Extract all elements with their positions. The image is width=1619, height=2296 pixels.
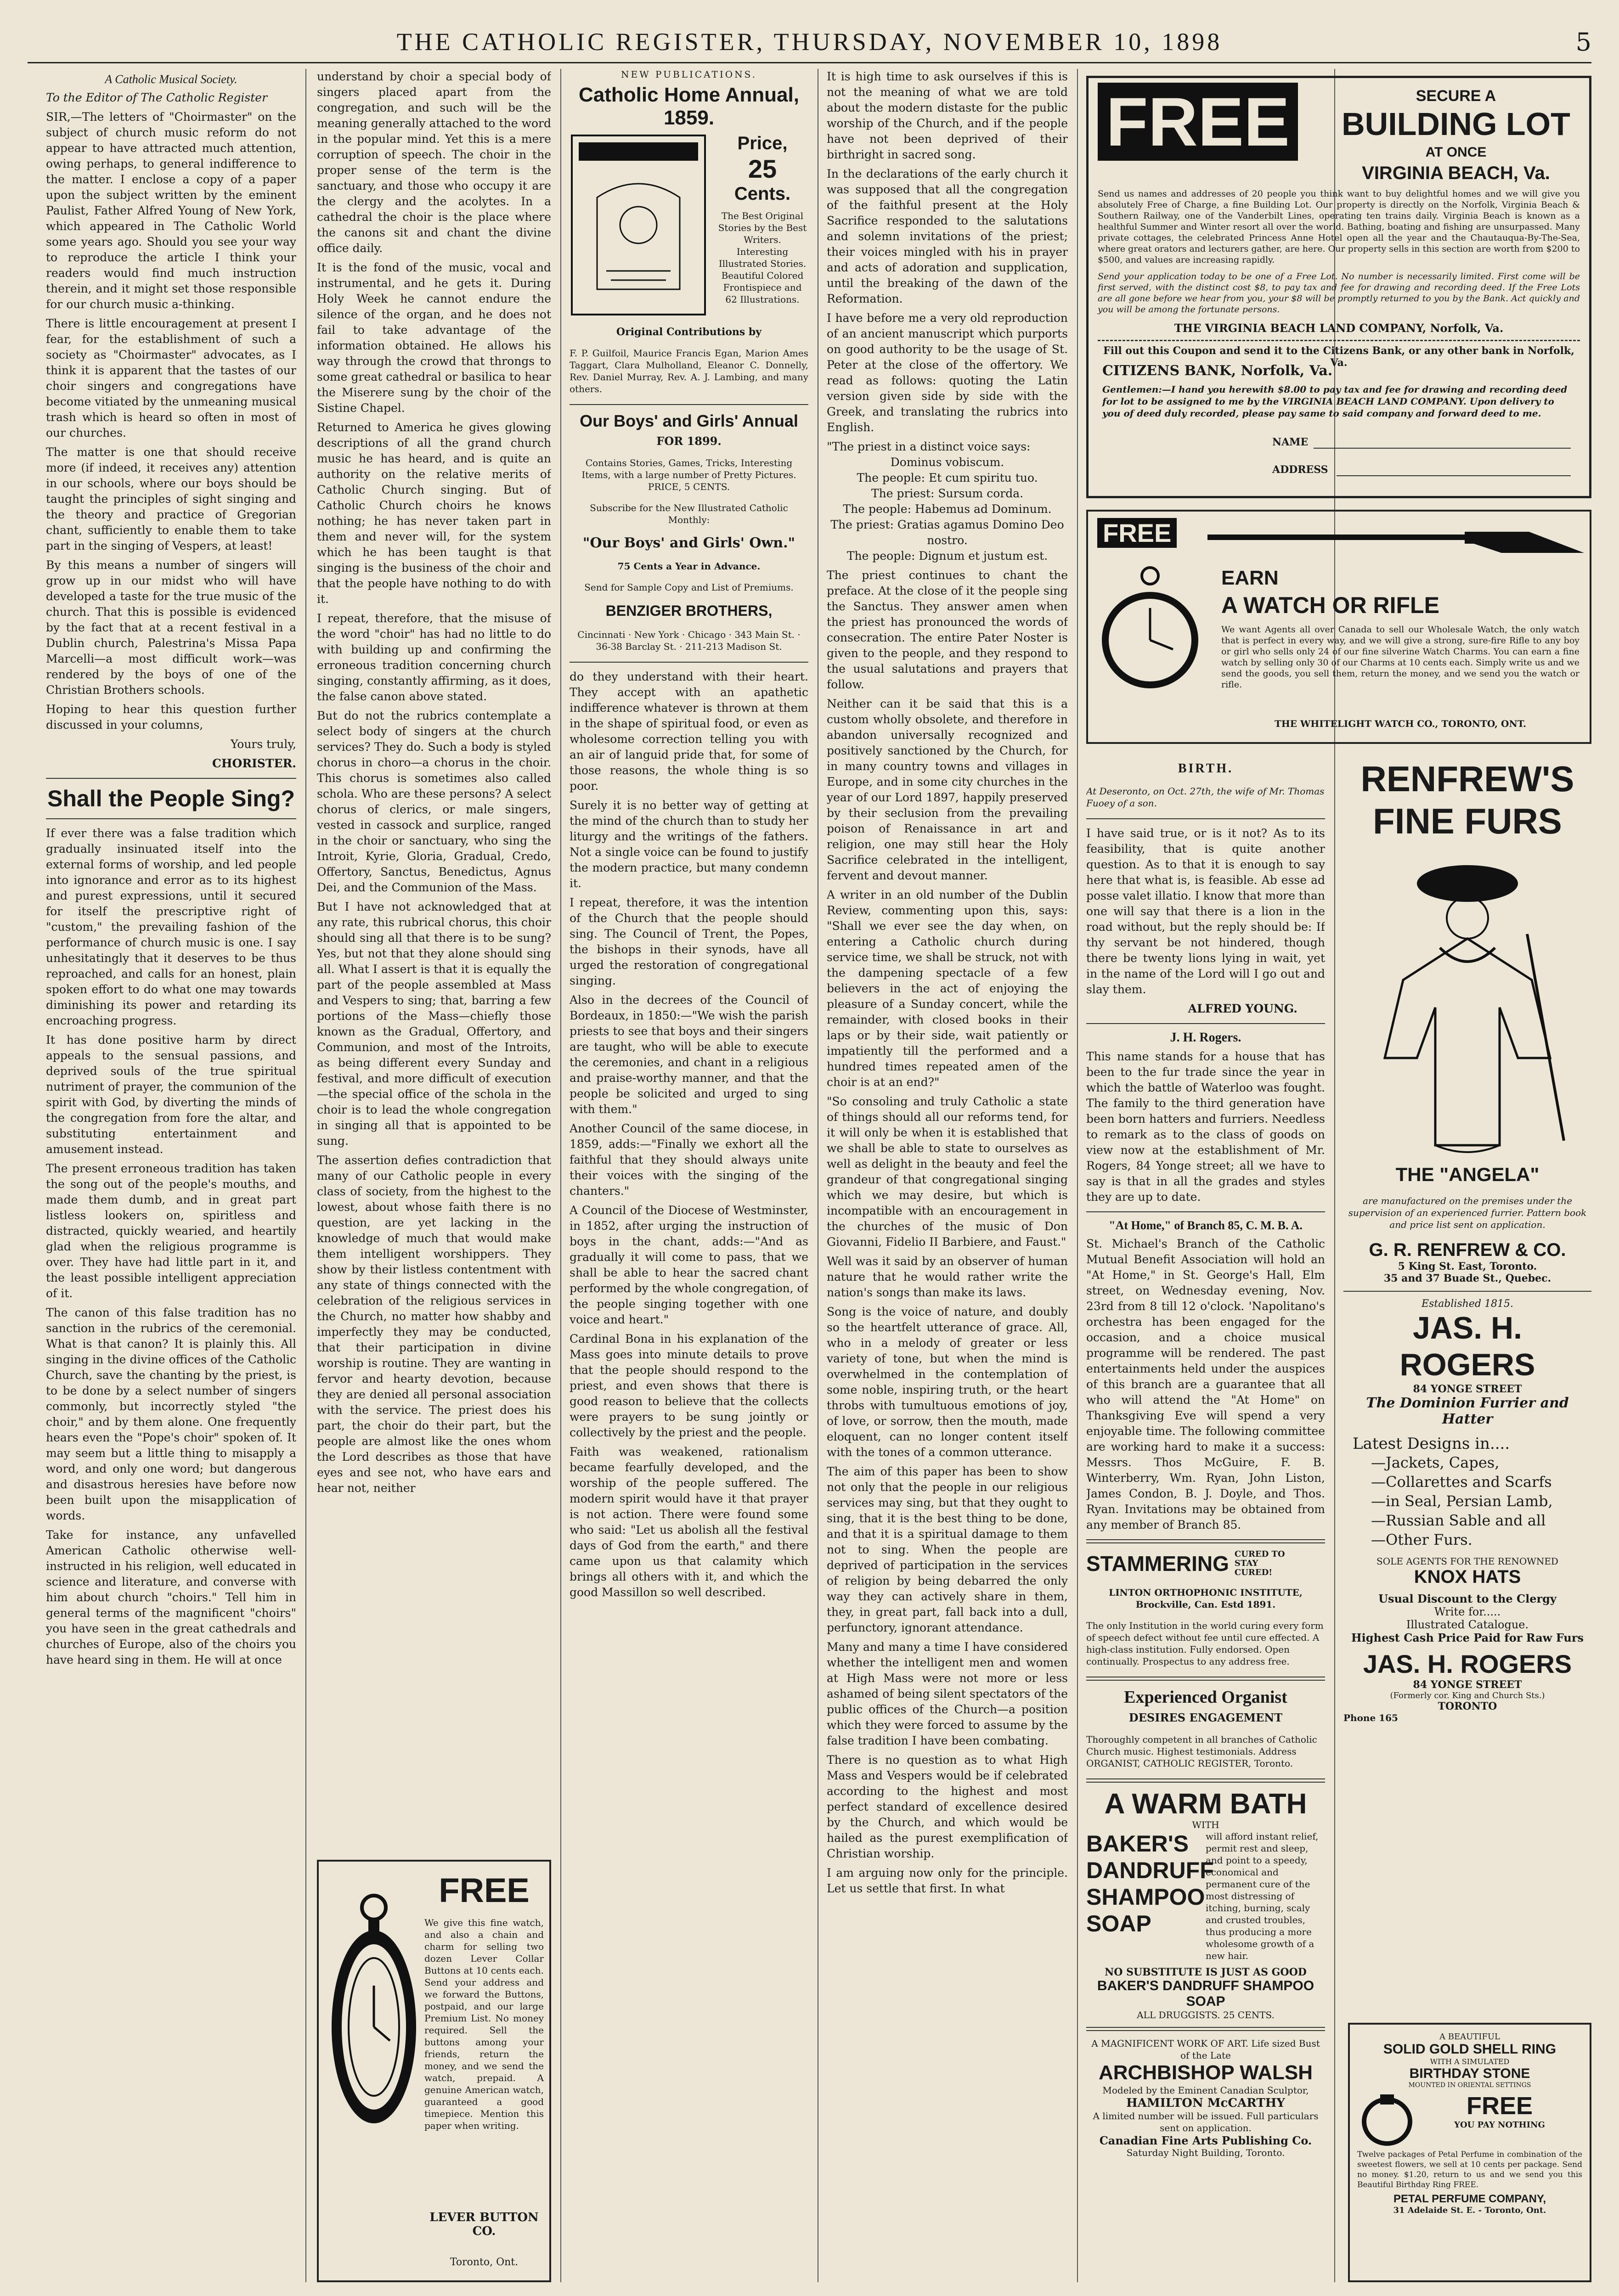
- rogers-tagline: The Dominion Furrier and Hatter: [1366, 1395, 1569, 1427]
- watch-rifle-ad: [1086, 510, 1591, 744]
- article-paragraph: The present erroneous tradition has taken the song out of the people's mouths, and made them dumb, and in great part listless lookers on, spiritless and distracted, quickly wearied, and heartily glad when the religious programme is over. They have had little part in it, and the least possible intelligent appreciation of it.: [46, 1162, 296, 1300]
- coupon-name-line[interactable]: [1314, 448, 1571, 449]
- divider: [1086, 1539, 1325, 1543]
- rogers-name: JAS. H. ROGERS: [1399, 1311, 1535, 1382]
- contributors-list: F. P. Guilfoil, Maurice Francis Egan, Marion Ames Taggart, Clara Mulholland, Eleanor C. Donnelly, Rev. Daniel Murray, Rev. A. J. Lambing, and many others.: [570, 348, 808, 394]
- ad-coupon-instruction: Fill out this Coupon and send it to the Citizens Bank, or any other bank in Norfolk, Va.: [1098, 340, 1580, 369]
- article-paragraph: Faith was weakened, rationalism became fearfully developed, and the worship of the people suffered. The modern spirit would have it that prayer is not action. There were found some who said: "Let us abolish all the festival days of God from the earth," and there came upon us that calamity which brings all others with it, and which the good Massillon so well described.: [570, 1445, 808, 1599]
- walsh-pretext: A MAGNIFICENT WORK OF ART. Life sized Bust of the Late: [1091, 2038, 1320, 2061]
- letter-signature: CHORISTER.: [212, 757, 296, 770]
- article-paragraph: The priest continues to chant the preface. At the close of it the people sing the Sanctus. They answer amen when the priest has pronounced the words of consecration. The entire Pater Noster is given to the people, and they respond to the usual salutations and prayers that follow.: [827, 568, 1068, 691]
- liturgy-line: The people: Et cum spiritu tuo.: [857, 471, 1038, 484]
- ring-address: 31 Adelaide St. E. - Toronto, Ont.: [1393, 2206, 1546, 2215]
- price-label: Price,: [737, 133, 788, 153]
- bath-substitute: NO SUBSTITUTE IS JUST AS GOOD: [1105, 1966, 1307, 1978]
- price-value: 25: [748, 154, 777, 183]
- subscribe-line: Subscribe for the New Illustrated Catholic Monthly:: [590, 502, 788, 525]
- organist-heading: Experienced Organist: [1124, 1688, 1287, 1707]
- column-rule: [560, 69, 561, 2282]
- publisher-addresses: Cincinnati · New York · Chicago · 343 Main St. · 36-38 Barclay St. · 211-213 Madison St.: [577, 629, 801, 652]
- ad-body: We give this fine watch, and also a chain and charm for selling two dozen Lever Collar Buttons at 10 cents each. Send your address and we forward the Buttons, postpaid, and our large Premium List. No money required. Sell the buttons among your friends, return the money, and we send the watch, prepaid. A genuine American watch, guaranteed a good timepiece. Mention this paper when writing.: [424, 1917, 544, 2131]
- rogers-street-2: 84 YONGE STREET: [1413, 1679, 1522, 1691]
- ad-city: Toronto, Ont.: [450, 2257, 519, 2268]
- ad-earn: EARN: [1221, 567, 1279, 589]
- ad-headline: FREE: [439, 1871, 530, 1909]
- ad-free-label: FREE: [1098, 83, 1298, 161]
- divider: [1343, 1291, 1591, 1292]
- stammering-cured: CURED TO STAY CURED!: [1234, 1549, 1285, 1577]
- coupon-bank: CITIZENS BANK, Norfolk, Va.: [1102, 363, 1333, 379]
- article-paragraph: do they understand with their heart. They accept with an apathetic indifference whatever is thrown at them in the shape of spiritual food, or even as wholesome correction telling you with an air of languid pride that, for some of those reasons, the whole thing is so poor.: [570, 670, 808, 793]
- renfrew-heading: RENFREW'S FINE FURS: [1360, 759, 1574, 841]
- article-paragraph: "So consoling and truly Catholic a state of things should all our reforms tend, for it will only be when it is established that we shall be able to state to ourselves as well as delight in the beauty and feel the grandeur of that congregational singing which we may desire, but which is incompatible with an encouragement in the churches of the music of Don Giovanni, Fidelio II Barbiere, and Faust.": [827, 1095, 1068, 1249]
- masthead: [28, 28, 1591, 60]
- cmba-heading: "At Home," of Branch 85, C. M. B. A.: [1109, 1219, 1303, 1232]
- article-paragraph: It has done positive harm by direct appeals to the sensual passions, and deprived souls of the true spiritual nutriment of prayer, the communion of the spirit with God, by diverting the minds of the congregation from fore the altar, and substituting entertainment and amusement instead.: [46, 1033, 296, 1156]
- rogers-city: TORONTO: [1438, 1700, 1497, 1712]
- article-paragraph: The assertion defies contradiction that many of our Catholic people in every class of society, from the highest to the lowest, about whose faith there is no question, are yet lacking in the knowledge of much that would make them intelligent worshippers. They show by their listless contentment with any state of things connected with the celebration of the religious services in the Church, no matter how shabby and imperfectly they may be conducted, that their participation in divine worship is routine. They are wanting in fervor and hearty devotion, because they are denied all personal association with the service. The priest does his part, the choir do their part, but the people are almost like the ones whom the Lord describes as those that have eyes and see not, who have ears and hear not, neither: [317, 1154, 551, 1495]
- liturgy-line: "The priest in a distinct voice says:: [827, 440, 1031, 453]
- ring-with: WITH A SIMULATED: [1430, 2057, 1510, 2066]
- angela-heading: THE "ANGELA": [1395, 1164, 1540, 1185]
- letter-addressee: To the Editor of The Catholic Register: [46, 91, 268, 104]
- contributions-heading: Original Contributions by: [616, 326, 762, 338]
- bath-brand: BAKER'S DANDRUFF SHAMPOO SOAP: [1086, 1831, 1214, 1936]
- article-paragraph: I repeat, therefore, that the misuse of the word "choir" has had no little to do with building up and confirming the erroneous tradition concerning church singing, constantly affirming, as it does, the false canon above stated.: [317, 612, 551, 703]
- rifle-illustration: [1207, 521, 1584, 557]
- letter-paragraph: There is little encouragement at present I fear, for the establishment of such a society as "Choirmaster" advocates, as I think it is apparent that the tastes of our choir singers and congregations have become vitiated by the unmeaning musical trash which is heard so often in most of our churches.: [46, 317, 296, 439]
- bath-ad-body: [1086, 1830, 1325, 1962]
- article-paragraph: But do not the rubrics contemplate a select body of singers at the church services? They do. Such a body is styled chorus in choro—a chorus in the choir. This chorus is sometimes also called schola. Who are these persons? A select chorus of clerics, or male singers, vested in cassock and surplice, ranged in the choir or sanctuary, who sing the Introit, Kyrie, Gloria, Gradual, Credo, Offertory, Sanctus, Benedictus, Agnus Dei, and the Communion of the Mass.: [317, 709, 551, 894]
- rogers-corner: (Formerly cor. King and Church Sts.): [1390, 1691, 1545, 1700]
- article-paragraph: I have before me a very old reproduction of an ancient manuscript which purports on good authority to be the usage of St. Peter at the close of the offertory. We read as follows: quoting the Latin version given side by side with the Greek, and translating the rubrics into English.: [827, 311, 1068, 434]
- bath-heading: A WARM BATH: [1104, 1788, 1307, 1820]
- stammering-heading: STAMMERING: [1086, 1552, 1229, 1576]
- ad-secure: SECURE A: [1416, 87, 1496, 105]
- divider: [570, 404, 808, 405]
- article-signature: ALFRED YOUNG.: [1188, 1002, 1297, 1015]
- ad-free-label: FREE: [1097, 518, 1177, 548]
- column-2: [317, 69, 551, 1851]
- ad-building-lot: BUILDING LOT: [1342, 106, 1570, 142]
- ad-overline: NEW PUBLICATIONS.: [621, 69, 757, 80]
- divider: [1086, 1778, 1325, 1783]
- coupon-address-label: ADDRESS: [1272, 464, 1328, 476]
- ad-firm: LEVER BUTTON CO.: [429, 2211, 539, 2238]
- raw-furs: Highest Cash Price Paid for Raw Furs: [1351, 1631, 1584, 1644]
- article-paragraph: Another Council of the same diocese, in 1859, adds:—"Finally we exhort all the faithful that they should always unite their voices with the singing of the chanters.": [570, 1122, 808, 1198]
- ad-at-once: AT ONCE: [1425, 145, 1487, 160]
- bath-sold: ALL DRUGGISTS. 25 CENTS.: [1137, 2009, 1275, 2020]
- sample-line: Send for Sample Copy and List of Premiums.: [584, 582, 794, 593]
- rogers-item: —Jackets, Capes,: [1371, 1454, 1500, 1471]
- annual2-title: Our Boys' and Girls' Annual: [580, 411, 798, 430]
- fur-cape-illustration: [1343, 842, 1591, 1164]
- article-paragraph: I have said true, or is it not? As to its feasibility, that is quite another question. As to that it is enough to say here that what is, is feasible. Ab esse ad posse valet illatio. I know that more than one will say that there is a lion in the road without, but the reply should be: If thy servant be not hindered, though there be twenty lions lying in wait, yet in the name of the Lord will I go out and slay them.: [1086, 827, 1325, 996]
- article-headline: Shall the People Sing?: [47, 786, 295, 811]
- divider: [570, 662, 808, 663]
- ring-firm: PETAL PERFUME COMPANY,: [1393, 2193, 1546, 2205]
- rogers-name-2: JAS. H. ROGERS: [1363, 1649, 1572, 1678]
- annual-description: The Best Original Stories by the Best Writers. Interesting Illustrated Stories. Beautiful Colored Frontispiece and 62 Illustrations.: [718, 210, 807, 305]
- ring-stone: BIRTHDAY STONE: [1409, 2066, 1530, 2081]
- coupon-address-line[interactable]: [1337, 475, 1571, 476]
- cmba-notice: St. Michael's Branch of the Catholic Mutual Benefit Association will hold an "At Home," in St. George's Hall, Elm street, on Wednesday evening, Nov. 23rd from 8 till 12 o'clock. 'Napolitano's orchestra has been engaged for the occasion, and a choice musical programme will be rendered. The past entertainments held under the auspices of this branch are a guarantee that all who will attend the "At Home" on Thanksgiving Eve will spend a very enjoyable time. The following committee are working hard to make it a success: Messrs. Thos McGuire, F. B. Winterberry, Wm. Ryan, John Liston, James Condon, B. J. Doyle, and Thos. Ryan. Invitations may be obtained from any member of Branch 85.: [1086, 1237, 1325, 1531]
- walsh-company: Canadian Fine Arts Publishing Co.: [1099, 2134, 1312, 2147]
- rogers-phone: Phone 165: [1343, 1712, 1398, 1723]
- column-3: [570, 69, 808, 2282]
- page-number: 5: [1575, 28, 1591, 56]
- article-paragraph: Also in the decrees of the Council of Bordeaux, in 1850:—"We wish the parish priests to see that boys and their singers are taught, who will be able to execute the ceremonies, and chant in a religious and praise-worthy manner, and that the people be solicited and urged to sing with them.": [570, 993, 808, 1116]
- walsh-address: Saturday Night Building, Toronto.: [1126, 2147, 1285, 2158]
- masthead-rule: [28, 62, 1591, 63]
- divider: [1086, 1677, 1325, 1681]
- renfrew-address-2: 35 and 37 Buade St., Quebec.: [1383, 1272, 1551, 1284]
- write-for: Write for.....: [1434, 1605, 1501, 1618]
- rogers-item: —in Seal, Persian Lamb,: [1371, 1492, 1553, 1510]
- ring-ad-body: [1357, 2092, 1582, 2147]
- letter-paragraph: SIR,—The letters of "Choirmaster" on the subject of church music reform do not appear to have attracted much attention, owing perhaps, to general indifference to the matter. I enclose a copy of a paper upon the subject written by the eminent Paulist, Father Alfred Young of New York, which appeared in The Catholic World some years ago. Should you see your way to reproduce the article I think your readers would find much instruction therein, and it might set those responsible for our church music a-thinking.: [46, 110, 296, 311]
- rogers-street: 84 YONGE STREET: [1413, 1383, 1522, 1395]
- organist-subheading: DESIRES ENGAGEMENT: [1128, 1711, 1283, 1724]
- annual2-year: FOR 1899.: [656, 434, 722, 448]
- rogers-designs: Latest Designs in....: [1353, 1435, 1510, 1453]
- article-paragraph: The aim of this paper has been to show not only that the people in our religious services may sing, but that they ought to sing, that it is the best thing to be done, and that it is a spiritual damage to them not to sing. When the people are deprived of participation in the services of religion by being debarred the only way they can actively share in them, they, in great part, fall back into a dull, perfunctory, ignorant attendance.: [827, 1465, 1068, 1634]
- article-paragraph: It is high time to ask ourselves if this is not the meaning of what we are told about the modern distaste for the public worship of the Church, and if the people have not been deprived of their birthright in sacred song.: [827, 70, 1068, 161]
- divider: [1086, 1211, 1325, 1212]
- article-paragraph: Take for instance, any unfavelled American Catholic otherwise well-instructed in his religion, well educated in science and literature, and converse with him about church "choirs." Tell him in general terms of the magnificent "choirs" you have seen in the great cathedrals and churches of Europe, also of the choirs you have heard sing in them. He will at once: [46, 1528, 296, 1666]
- liturgy-line: The priest: Sursum corda.: [871, 487, 1024, 500]
- walsh-sculptor: HAMILTON McCARTHY: [1126, 2096, 1285, 2110]
- pocket-watch-illustration: [1097, 562, 1203, 700]
- column-5: [1086, 758, 1325, 2282]
- walsh-name: ARCHBISHOP WALSH: [1098, 2061, 1313, 2084]
- liturgy-line: The people: Habemus ad Dominum.: [843, 502, 1052, 516]
- article-paragraph: Cardinal Bona in his explanation of the Mass goes into minute details to prove that the people should respond to the priest, and even shows that there is good reason to believe that the collects were prayers to be sung jointly or collectively by the priest and the people.: [570, 1332, 808, 1439]
- renfrew-firm: G. R. RENFREW & CO.: [1369, 1240, 1566, 1260]
- liturgy-line: The priest: Gratias agamus Domino Deo nostro.: [830, 518, 1064, 547]
- walsh-limited: A limited number will be issued. Full particulars sent on application.: [1093, 2110, 1319, 2133]
- column-4: [827, 69, 1068, 2282]
- ring-ad: [1348, 2023, 1591, 2282]
- coupon-name-label: NAME: [1272, 436, 1309, 448]
- bath-text: will afford instant relief, permit rest and sleep, and point to a speedy, economical and permanent cure of the most distressing of itching, burning, scaly and crusted troubles, thus producing a more wholesome growth of a new hair.: [1206, 1831, 1319, 1961]
- ad-headline: A WATCH OR RIFLE: [1221, 592, 1439, 618]
- ring-pre: A BEAUTIFUL: [1439, 2032, 1500, 2042]
- rogers-item: —Other Furs.: [1371, 1531, 1472, 1548]
- coupon-body: Gentlemen:—I hand you herewith $8.00 to pay tax and fee for drawing and recording deed for lot to be assigned to me by the VIRGINIA BEACH LAND COMPANY. Upon delivery to you of deed duly recorded, please pay same to said company and forward deed to me.: [1102, 384, 1568, 419]
- article-paragraph: The canon of this false tradition has no sanction in the rubrics of the ceremonial. What is that canon? It is plainly this. All singing in the divine offices of the Catholic Church, save the chanting by the priest, is to be done by a select number of singers commonly, but incorrectly styled "the choir," and by them alone. One frequently hears even the "Pope's choir" spoken of. It may seem but a little thing to misapply a word, and only one word; but dangerous and disastrous heresies have before now been built upon the misapplication of words.: [46, 1306, 296, 1522]
- ring-heading: SOLID GOLD SHELL RING: [1383, 2042, 1557, 2057]
- walsh-by: Modeled by the Eminent Canadian Sculptor,: [1102, 2085, 1309, 2096]
- article-paragraph: It is the fond of the music, vocal and instrumental, and he gets it. During Holy Week he cannot endure the silence of the organ, and he does not fail to take advantage of the information obtained. He allows his way through the crowd that throngs to some great cathedral or basilica to hear the Miserere sung by the choir of the Sistine Chapel.: [317, 261, 551, 415]
- stammering-ad-header: [1086, 1550, 1325, 1577]
- clergy-discount: Usual Discount to the Clergy: [1378, 1592, 1557, 1605]
- letter-closing: Yours truly,: [230, 737, 296, 751]
- article-paragraph: Many and many a time I have considered whether the intelligent men and women at High Mass were not more or less ashamed of being silent spectators of the public offices of the Church—a position which they were forced to assume by the false tradition I have been combating.: [827, 1640, 1068, 1747]
- stammering-text: The only Institution in the world curing every form of speech defect without fee until cure effected. A high-class institution. Fully endorsed. Open continually. Prospectus to any address free.: [1086, 1620, 1324, 1667]
- letter-paragraph: Hoping to hear this question further discussed in your columns,: [46, 703, 296, 732]
- ring-free: FREE: [1466, 2092, 1533, 2120]
- article-paragraph: I am arguing now only for the principle. Let us settle that first. In what: [827, 1866, 1068, 1895]
- divider: [1086, 2027, 1325, 2031]
- article-paragraph: Surely it is no better way of getting at the mind of the church than to study her liturgy and the writings of the fathers. Not a single voice can be found to justify the modern practice, but many condemn it.: [570, 799, 808, 890]
- rogers-item: —Collarettes and Scarfs: [1371, 1473, 1552, 1491]
- bath-with: WITH: [1192, 1819, 1219, 1830]
- catalogue: Illustrated Catalogue.: [1406, 1618, 1529, 1631]
- monthly-title: "Our Boys' and Girls' Own.": [582, 535, 795, 551]
- publisher-name: BENZIGER BROTHERS,: [605, 602, 773, 619]
- article-paragraph: Song is the voice of nature, and doubly so the heartfelt utterance of grace. All, who in a melody of greater or less variety of tone, but when the mind is overwhelmed in the contemplation of some noble, inspiring truth, or the heart throbs with tumultuous emotions of joy, of love, or sorrow, then the mouth, made eloquent, can no longer content itself with the tones of a common utterance.: [827, 1305, 1068, 1459]
- article-paragraph: Neither can it be said that this is a custom wholly obsolete, and therefore in abandon universally recognized and positively sanctioned by the Church, for in many country towns and villages in Europe, and in some city churches in the year of our Lord 1897, happily preserved by their seclusion from the prevailing poison of Renaissance in art and religion, one may still hear the Holy Sacrifice celebrated in the intelligent, fervent and devout manner.: [827, 697, 1068, 882]
- divider: [1086, 818, 1325, 819]
- column-1: [46, 69, 296, 2282]
- price-unit: Cents.: [734, 184, 791, 204]
- ad-firm: THE WHITELIGHT WATCH CO., TORONTO, ONT.: [1274, 718, 1527, 729]
- birth-notice: At Deseronto, on Oct. 27th, the wife of Mr. Thomas Fuoey of a son.: [1086, 786, 1325, 809]
- rogers-notice-heading: J. H. Rogers.: [1170, 1030, 1241, 1045]
- watch-premium-ad: [317, 1860, 551, 2282]
- stammering-institute: LINTON ORTHOPHONIC INSTITUTE, Brockville, Can. Estd 1891.: [1109, 1587, 1303, 1610]
- letter-title: A Catholic Musical Society.: [105, 73, 237, 86]
- established: Established 1815.: [1422, 1298, 1513, 1310]
- article-paragraph: Well was it said by an observer of human nature that he would rather write the nation's songs than make its laws.: [827, 1255, 1068, 1299]
- liturgy-line: The people: Dignum et justum est.: [846, 549, 1048, 563]
- ad-body: Send us names and addresses of 20 people you think want to buy delightful homes and we will give you absolutely Free of Charge, a fine Building Lot. Our property is directly on the Norfolk, Virginia Beach & Southern Railway, one of the Vanderbilt Lines, operating ten trains daily. Virginia Beach is known as a healthful Summer and Winter resort all over the world. Bathing, boating and fishing are unsurpassed. Many private cottages, the celebrated Princess Anne Hotel open all the year and the Chautauqua-By-The-Sea, where great orators and lecturers gather, are here. Our property sells in this section are worth from $200 to $500, and values are increasing rapidly.: [1098, 189, 1580, 265]
- rogers-items: [1343, 1453, 1591, 1549]
- article-paragraph: But I have not acknowledged that at any rate, this rubrical chorus, this choir should sing all that there is to be sung? Yes, but not that they alone should sing all. What I assert is that it is equally the part of the people assembled at Mass and Vespers to sing; that, barring a few portions of the Mass—chiefly those known as the Gradual, Offertory, and Communion, and most of the Introits, as being different every Sunday and festival, and more difficult of execution—the special office of the schola in the choir is to lead the whole congregation in singing all that is appointed to be sung.: [317, 900, 551, 1148]
- column-rule: [305, 69, 306, 2282]
- angela-text: are manufactured on the premises under the supervision of an experienced furrier. Pattern book and price list sent on application.: [1348, 1195, 1587, 1230]
- monthly-price: 75 Cents a Year in Advance.: [617, 561, 761, 572]
- annual-title: Catholic Home Annual, 1859.: [579, 84, 799, 129]
- letter-paragraph: The matter is one that should receive more (if indeed, it receives any) attention in our schools, where our boys should be taught the principles of sight singing and the theory and practice of Gregorian chant, sufficiently to enable them to take part in the singing of Vespers, at least!: [46, 445, 296, 552]
- ad-company: THE VIRGINIA BEACH LAND COMPANY, Norfolk, Va.: [1174, 321, 1504, 335]
- rogers-notice: This name stands for a house that has been to the fur trade since the year in which the battle of Waterloo was fought. The family to the third generation have been born hatters and furriers. Needless to remark as to the class of goods on view now at the establishment of Mr. Rogers, 84 Yonge street; all we have to say is that in all the grades and styles they are up to date.: [1086, 1050, 1325, 1204]
- ring-text: Twelve packages of Petal Perfume in combination of the sweetest flowers, we sell at 10 cents per package. Send no money. $1.20, return to us and we send you this Beautiful Birthday Ring FREE.: [1357, 2150, 1582, 2189]
- ad-location: VIRGINIA BEACH, Va.: [1362, 163, 1550, 183]
- birth-heading: BIRTH.: [1178, 761, 1234, 776]
- building-lot-ad: [1086, 76, 1591, 498]
- divider: [46, 778, 296, 779]
- organist-text: Thoroughly competent in all branches of Catholic Church music. Highest testimonials. Address ORGANIST, CATHOLIC REGISTER, Toronto.: [1086, 1734, 1317, 1769]
- rogers-item: —Russian Sable and all: [1371, 1512, 1546, 1529]
- liturgy-line: Dominus vobiscum.: [890, 456, 1004, 469]
- letter-paragraph: By this means a number of singers will grow up in our midst who will have developed a taste for the true music of the church. That this is possible is evidenced by the fact that at a recent festival in a Dublin church, Palestrina's Missa Papa Marcelli—a most difficult work—was rendered by the boys of one of the Christian Brothers schools.: [46, 558, 296, 697]
- article-paragraph: Returned to America he gives glowing descriptions of all the grand church music he has heard, and is quite an authority on the relative merits of Catholic Church singing. But of Catholic Church choirs he knows nothing; he has never taken part in them and never will, for the system which he has been taught is that singing is the business of the choir and that the people have nothing to do with it.: [317, 421, 551, 606]
- annual-ad-block: [570, 133, 808, 326]
- ad-body-2: Send your application today to be one of a Free Lot. No number is necessarily limited. First come will be first served, with the distinct cost $8, to pay tax and fee for drawing and recording deed. If the Free Lots are all gone before we hear from you, your $8 will be promptly returned to you by the Bank. Act quickly and you will be among the fortunate persons.: [1098, 271, 1580, 315]
- renfrew-address-1: 5 King St. East, Toronto.: [1398, 1261, 1537, 1272]
- article-paragraph: I repeat, therefore, it was the intention of the Church that the people should sing. The Council of Trent, the Popes, the bishops in their synods, have all urged the restoration of congregational singing.: [570, 896, 808, 987]
- ring-mounted: MOUNTED IN ORIENTAL SETTINGS: [1408, 2082, 1531, 2089]
- article-paragraph: If ever there was a false tradition which gradually insinuated itself into the external forms of worship, and led people into ignorance and error as to its highest and purest expressions, until it secured for itself the prescriptive right of "custom," the prevailing fashion of the performance of church music is one. I say unhesitatingly that it deserves to be thus reproached, and calls for an honest, plain spoken effort to do what one may towards diminishing its power and retarding its encroaching progress.: [46, 827, 296, 1027]
- watch-illustration: [328, 1889, 420, 2128]
- ad-body: We want Agents all over Canada to sell our Wholesale Watch, the only watch that is perfect in every way, and we will give a strong, sure-fire Rifle to any boy or girl who sells only 24 of our fine silverine Watch Charms. You can earn a fine watch by selling only 30 of our Charms at 10 cents each. Simply write us and we send the goods, you sell them, return the money, and we send you the watch or rifle.: [1221, 625, 1580, 690]
- article-paragraph: There is no question as to what High Mass and Vespers would be if celebrated according to the highest and most perfect standard of excellence desired by the Church, and which would be hailed as the purest exemplification of Christian worship.: [827, 1753, 1068, 1860]
- ring-illustration: [1357, 2092, 1417, 2147]
- masthead-title: THE CATHOLIC REGISTER, THURSDAY, NOVEMBER 10, 1898: [396, 28, 1223, 56]
- divider: [46, 818, 296, 819]
- annual2-description: Contains Stories, Games, Tricks, Interesting Items, with a large number of Pretty Pictures. PRICE, 5 CENTS.: [581, 457, 796, 492]
- knox-hats: KNOX HATS: [1414, 1567, 1521, 1587]
- article-paragraph: A writer in an old number of the Dublin Review, commenting upon this, says: "Shall we ever see the day when, on entering a Catholic church during service time, we shall be struck, not with the dampening spectacle of a few believers in the act of enjoying the pleasure of a Sunday concert, while the remainder, with closed books in their laps or by their side, wait patiently or impatiently till the performed and a hundred times repeated amen of the choir is at an end?": [827, 888, 1068, 1089]
- ring-pay: YOU PAY NOTHING: [1454, 2120, 1545, 2130]
- article-paragraph: A Council of the Diocese of Westminster, in 1852, after urging the instruction of boys in the chant, adds:—"And as gradually it will come to pass, that we shall be able to hear the sacred chant performed by the whole congregation, of the people singing together with one voice and heart.": [570, 1204, 808, 1326]
- article-paragraph: understand by choir a special body of singers placed apart from the congregation, and such will be the meaning generally attached to the word in the popular mind. Yet this is a mere corruption of speech. The choir in the proper sense of the term is the sanctuary, and those who occupy it are the clergy and the acolytes. In a cathedral the choir is the place where the canons sit and chant the divine office daily.: [317, 70, 551, 255]
- bath-brand-2: BAKER'S DANDRUFF SHAMPOO SOAP: [1097, 1978, 1314, 2009]
- divider: [1086, 1023, 1325, 1024]
- article-paragraph: In the declarations of the early church it was supposed that all the congregation of the faithful present at the Holy Sacrifice responded to the salutations and solemn invitations of the priest; their voices mingled with his in prayer and acts of adoration and supplication, until the breaking of the dawn of the Reformation.: [827, 167, 1068, 305]
- annual-cover-illustration: [570, 133, 707, 317]
- column-rule: [1077, 69, 1078, 2282]
- rogers-agents: SOLE AGENTS FOR THE RENOWNED: [1376, 1556, 1558, 1567]
